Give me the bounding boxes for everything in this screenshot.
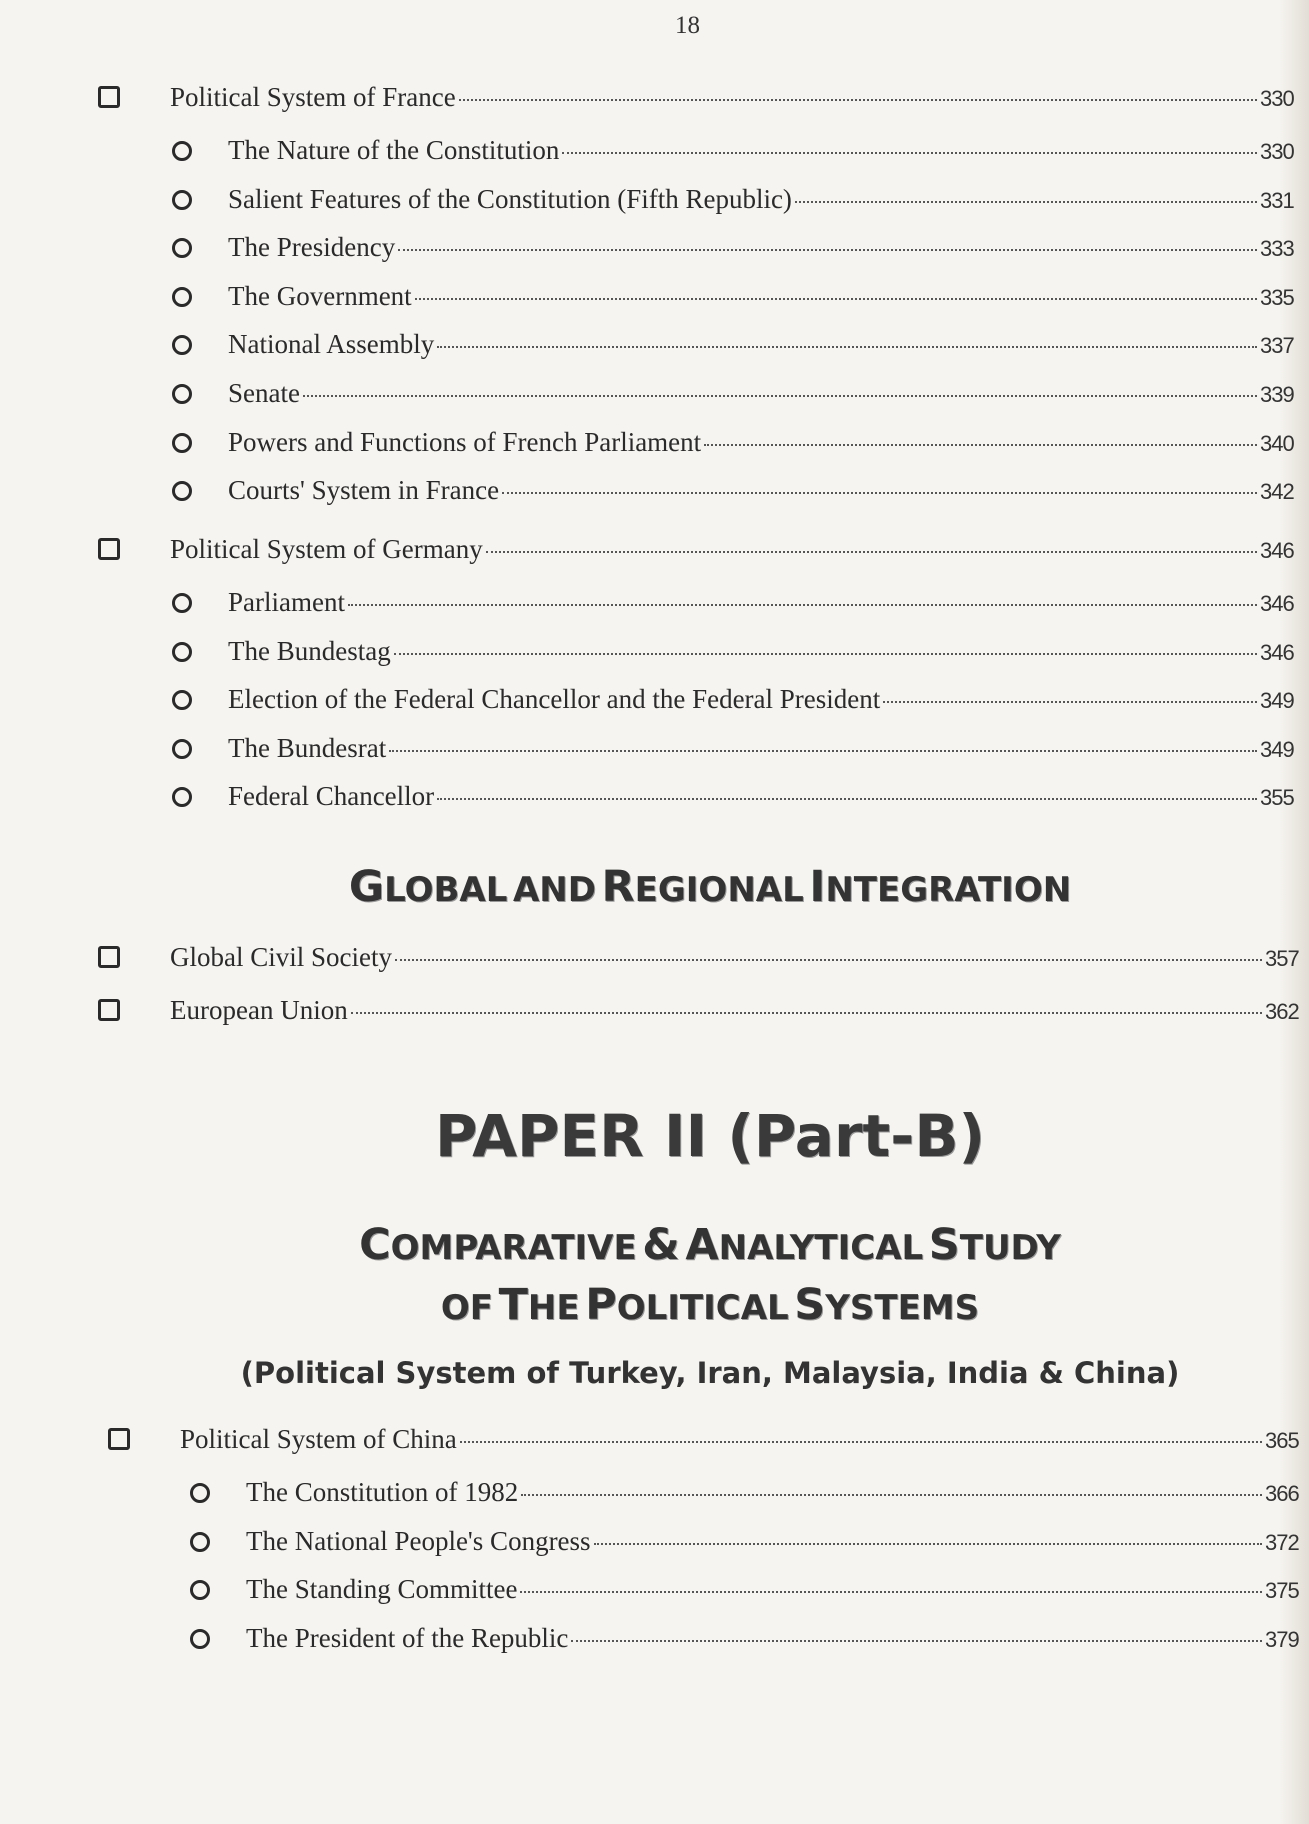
circle-bullet-icon (172, 141, 192, 161)
toc-subentry[interactable] (0, 429, 1300, 478)
dot-leader (303, 395, 1257, 397)
toc-subentry[interactable] (0, 137, 1300, 186)
entry-page-number: 333 (1260, 236, 1294, 262)
entry-title: Salient Features of the Constitution (Fifth Republic) (228, 185, 792, 214)
dot-leader (348, 604, 1257, 606)
entry-title: The National People's Congress (246, 1527, 591, 1556)
toc-subentry[interactable] (0, 283, 1300, 332)
square-bullet-icon (98, 999, 120, 1021)
circle-bullet-icon (190, 1629, 210, 1649)
entry-title: The Bundesrat (228, 734, 387, 763)
toc-subentry[interactable] (0, 1479, 1305, 1528)
entry-page-number: 342 (1260, 479, 1294, 505)
toc-section-germany (0, 536, 1300, 832)
circle-bullet-icon (172, 433, 192, 453)
toc-subentry[interactable] (0, 1625, 1305, 1674)
square-bullet-icon (108, 1428, 130, 1450)
circle-bullet-icon (172, 481, 192, 501)
dot-leader (520, 1591, 1262, 1593)
square-bullet-icon (98, 538, 120, 560)
toc-subentry[interactable] (0, 1576, 1305, 1625)
paper-title: PAPER II (Part-B) (434, 1102, 986, 1170)
entry-title: The Constitution of 1982 (246, 1479, 519, 1507)
entry-title: National Assembly (228, 331, 435, 360)
dot-leader (459, 99, 1257, 101)
dot-leader (594, 1543, 1262, 1545)
circle-bullet-icon (172, 384, 192, 404)
entry-page-number: 331 (1260, 187, 1294, 213)
entry-page-number: 346 (1260, 538, 1294, 563)
circle-bullet-icon (190, 1483, 210, 1503)
entry-title: The Bundestag (228, 637, 391, 666)
entry-page-number: 346 (1260, 591, 1294, 616)
toc-subentry[interactable] (0, 783, 1300, 832)
entry-page-number: 346 (1260, 639, 1294, 665)
circle-bullet-icon (172, 690, 192, 710)
toc-subentry[interactable] (0, 234, 1300, 283)
entry-title: Courts' System in France (228, 477, 500, 506)
entry-page-number: 375 (1265, 1578, 1299, 1604)
circle-bullet-icon (172, 238, 192, 258)
entry-title: Political System of Germany (170, 536, 483, 564)
entry-page-number: 365 (1265, 1428, 1299, 1453)
toc-entry-political-system-of-germany[interactable] (0, 536, 1300, 589)
dot-leader (395, 959, 1262, 961)
entry-page-number: 357 (1265, 946, 1299, 971)
toc-section-global (0, 944, 1305, 1050)
circle-bullet-icon (190, 1580, 210, 1600)
entry-page-number: 366 (1265, 1481, 1299, 1506)
dot-leader (521, 1494, 1262, 1496)
dot-leader (398, 249, 1257, 251)
entry-title: Political System of China (180, 1426, 457, 1454)
toc-entry-political-system-of-france[interactable] (0, 84, 1300, 137)
entry-page-number: 349 (1260, 736, 1294, 762)
dot-leader (351, 1012, 1262, 1014)
dot-leader (415, 298, 1257, 300)
entry-page-number: 379 (1265, 1626, 1299, 1652)
entry-title: Senate (228, 379, 300, 408)
circle-bullet-icon (172, 287, 192, 307)
square-bullet-icon (98, 86, 120, 108)
circle-bullet-icon (172, 739, 192, 759)
entry-page-number: 372 (1265, 1529, 1299, 1555)
section-heading-comparative-line1: COMPARATIVE & ANALYTICAL STUDY (359, 1220, 1061, 1270)
toc-entry-european-union[interactable] (0, 997, 1305, 1050)
entry-page-number: 355 (1260, 785, 1294, 811)
entry-page-number: 330 (1260, 139, 1294, 164)
dot-leader (883, 701, 1257, 703)
entry-title: Parliament (228, 589, 345, 617)
dot-leader (437, 346, 1257, 348)
entry-page-number: 335 (1260, 284, 1294, 310)
toc-subentry[interactable] (0, 186, 1300, 235)
toc-entry-global-civil-society[interactable] (0, 944, 1305, 997)
entry-title: Federal Chancellor (228, 783, 435, 812)
toc-subentry[interactable] (0, 380, 1300, 429)
dot-leader (389, 750, 1257, 752)
entry-title: The Presidency (228, 234, 396, 263)
entry-page-number: 337 (1260, 333, 1294, 359)
section-heading-global-regional-integration: GLOBAL AND REGIONAL INTEGRATION (348, 862, 1072, 912)
toc-subentry[interactable] (0, 686, 1300, 735)
toc-subentry[interactable] (0, 735, 1300, 784)
entry-page-number: 340 (1260, 430, 1294, 456)
toc-subentry[interactable] (0, 477, 1300, 526)
section-heading-comparative-line2: OF THE POLITICAL SYSTEMS (440, 1280, 980, 1330)
toc-subentry[interactable] (0, 589, 1300, 638)
page-number: 18 (675, 12, 700, 39)
toc-subentry[interactable] (0, 331, 1300, 380)
dot-leader (502, 492, 1257, 494)
entry-title: Powers and Functions of French Parliament (228, 428, 702, 457)
dot-leader (562, 152, 1257, 154)
circle-bullet-icon (172, 787, 192, 807)
dot-leader (571, 1640, 1262, 1642)
circle-bullet-icon (172, 593, 192, 613)
square-bullet-icon (98, 946, 120, 968)
dot-leader (795, 201, 1257, 203)
circle-bullet-icon (190, 1532, 210, 1552)
entry-page-number: 330 (1260, 86, 1294, 111)
entry-title: The President of the Republic (246, 1624, 569, 1653)
circle-bullet-icon (172, 642, 192, 662)
toc-section-china (0, 1426, 1305, 1673)
entry-title: Global Civil Society (170, 944, 392, 972)
toc-entry-political-system-of-china[interactable] (0, 1426, 1305, 1479)
dot-leader (486, 551, 1257, 553)
circle-bullet-icon (172, 190, 192, 210)
entry-title: Political System of France (170, 84, 456, 112)
entry-title: Election of the Federal Chancellor and the Federal President (228, 686, 881, 715)
entry-title: The Standing Committee (246, 1576, 518, 1605)
section-subtitle: (Political System of Turkey, Iran, Malaysia, India & China) (240, 1356, 1180, 1390)
entry-title: The Nature of the Constitution (228, 137, 560, 165)
entry-title: European Union (170, 997, 348, 1025)
circle-bullet-icon (172, 335, 192, 355)
entry-page-number: 349 (1260, 688, 1294, 714)
entry-page-number: 339 (1260, 381, 1294, 407)
entry-title: The Government (228, 282, 412, 311)
entry-page-number: 362 (1265, 999, 1299, 1024)
toc-section-france (0, 84, 1300, 526)
toc-subentry[interactable] (0, 638, 1300, 687)
dot-leader (437, 798, 1257, 800)
toc-subentry[interactable] (0, 1528, 1305, 1577)
dot-leader (704, 444, 1257, 446)
dot-leader (394, 653, 1257, 655)
dot-leader (460, 1441, 1262, 1443)
